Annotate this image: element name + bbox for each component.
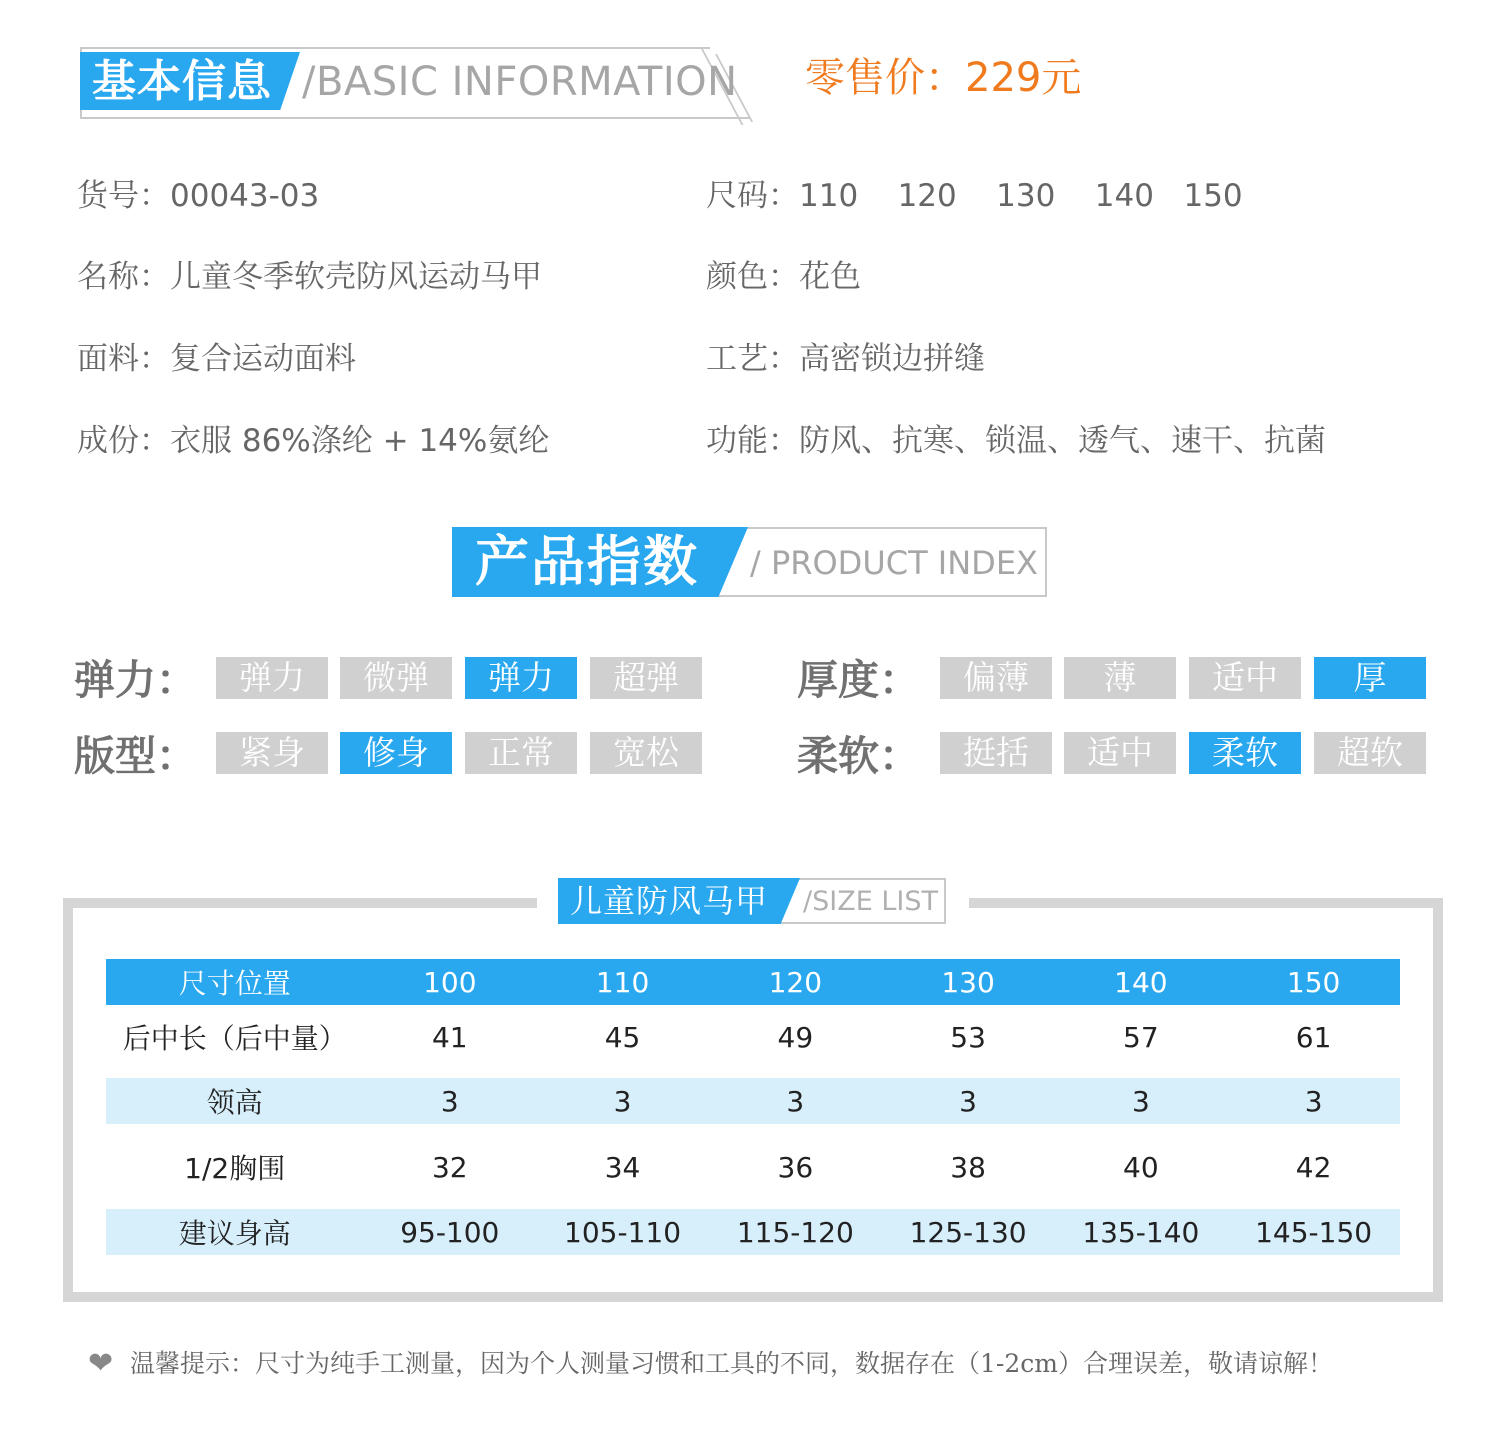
fit-chip: 修身 — [340, 732, 452, 774]
product-index-subtitle: / PRODUCT INDEX — [750, 544, 1038, 582]
row-label: 领高 — [206, 1086, 263, 1119]
table-cell: 105-110 — [564, 1215, 682, 1249]
table-cell: 36 — [777, 1150, 814, 1184]
table-cell: 32 — [431, 1150, 468, 1184]
size-options: 尺码：110 120 130 140 150 — [706, 178, 1243, 214]
table-cell: 42 — [1295, 1150, 1332, 1184]
softness-chip: 挺括 — [940, 732, 1052, 774]
table-cell: 61 — [1295, 1020, 1332, 1054]
row-label: 1/2胸围 — [184, 1152, 286, 1185]
table-cell: 145-150 — [1255, 1215, 1373, 1249]
table-cell: 57 — [1123, 1020, 1159, 1054]
row-label: 建议身高 — [178, 1217, 291, 1250]
fit-label: 版型： — [74, 732, 197, 780]
product-name: 名称：儿童冬季软壳防风运动马甲 — [77, 259, 542, 295]
measurement-tip: 温馨提示：尺寸为纯手工测量，因为个人测量习惯和工具的不同，数据存在（1-2cm）合理误差，敬请谅解！ — [130, 1349, 1333, 1378]
size-table-header — [106, 959, 1400, 1005]
elasticity-chip: 弹力 — [465, 657, 577, 699]
table-cell: 125-130 — [909, 1215, 1027, 1249]
thickness-label: 厚度： — [797, 656, 920, 704]
header-cell: 150 — [1286, 965, 1341, 999]
header-cell: 130 — [941, 965, 995, 999]
table-cell: 34 — [604, 1150, 641, 1184]
table-cell: 45 — [604, 1020, 641, 1054]
table-cell: 41 — [431, 1020, 468, 1054]
header-cell: 110 — [595, 965, 650, 999]
fit-chip: 紧身 — [216, 732, 328, 774]
size-list-subtitle: /SIZE LIST — [803, 886, 938, 917]
fabric: 面料：复合运动面料 — [77, 341, 356, 377]
softness-chip: 柔软 — [1189, 732, 1301, 774]
table-cell: 3 — [613, 1084, 632, 1118]
table-cell: 95-100 — [400, 1215, 500, 1249]
table-cell: 49 — [777, 1020, 814, 1054]
basic-info-underline — [80, 117, 750, 119]
header-cell: 140 — [1114, 965, 1168, 999]
size-list-title: 儿童防风马甲 — [570, 882, 769, 920]
basic-info-subtitle: /BASIC INFORMATION — [302, 59, 738, 105]
header-cell: 尺寸位置 — [178, 967, 291, 1000]
item-number: 货号：00043-03 — [77, 178, 320, 214]
basic-info-title: 基本信息 — [92, 56, 272, 107]
elasticity-chip: 微弹 — [340, 657, 452, 699]
table-row — [106, 1143, 1400, 1191]
table-cell: 115-120 — [736, 1215, 854, 1249]
table-row — [106, 1078, 1400, 1124]
table-cell: 53 — [950, 1020, 986, 1054]
thickness-chip: 厚 — [1314, 657, 1426, 699]
table-cell: 3 — [786, 1084, 805, 1118]
elasticity-chip: 弹力 — [216, 657, 328, 699]
craft: 工艺：高密锁边拼缝 — [706, 341, 985, 377]
fit-chip: 宽松 — [590, 732, 702, 774]
table-row — [106, 1209, 1400, 1255]
softness-chip: 适中 — [1064, 732, 1176, 774]
softness-chip: 超软 — [1314, 732, 1426, 774]
row-label: 后中长（后中量） — [122, 1022, 347, 1055]
thickness-chip: 薄 — [1064, 657, 1176, 699]
product-index-title: 产品指数 — [475, 530, 699, 593]
table-cell: 40 — [1123, 1150, 1159, 1184]
table-cell: 3 — [959, 1084, 977, 1118]
fit-chip: 正常 — [465, 732, 577, 774]
table-row — [106, 1013, 1400, 1061]
functions: 功能：防风、抗寒、锁温、透气、速干、抗菌 — [706, 423, 1326, 459]
table-cell: 3 — [1131, 1084, 1150, 1118]
softness-label: 柔软： — [797, 732, 920, 780]
retail-price: 零售价：229元 — [805, 55, 1082, 101]
thickness-chip: 偏薄 — [940, 657, 1052, 699]
header-cell: 120 — [768, 965, 823, 999]
heart-icon: ❤ — [88, 1346, 114, 1381]
product-color: 颜色：花色 — [706, 259, 861, 295]
table-cell: 3 — [1304, 1084, 1323, 1118]
thickness-chip: 适中 — [1189, 657, 1301, 699]
elasticity-label: 弹力： — [74, 656, 197, 704]
table-cell: 38 — [950, 1150, 986, 1184]
elasticity-chip: 超弹 — [590, 657, 702, 699]
table-cell: 3 — [440, 1084, 459, 1118]
table-cell: 135-140 — [1082, 1215, 1200, 1249]
header-cell: 100 — [423, 965, 477, 999]
composition: 成份：衣服 86%涤纶 + 14%氨纶 — [77, 423, 550, 459]
